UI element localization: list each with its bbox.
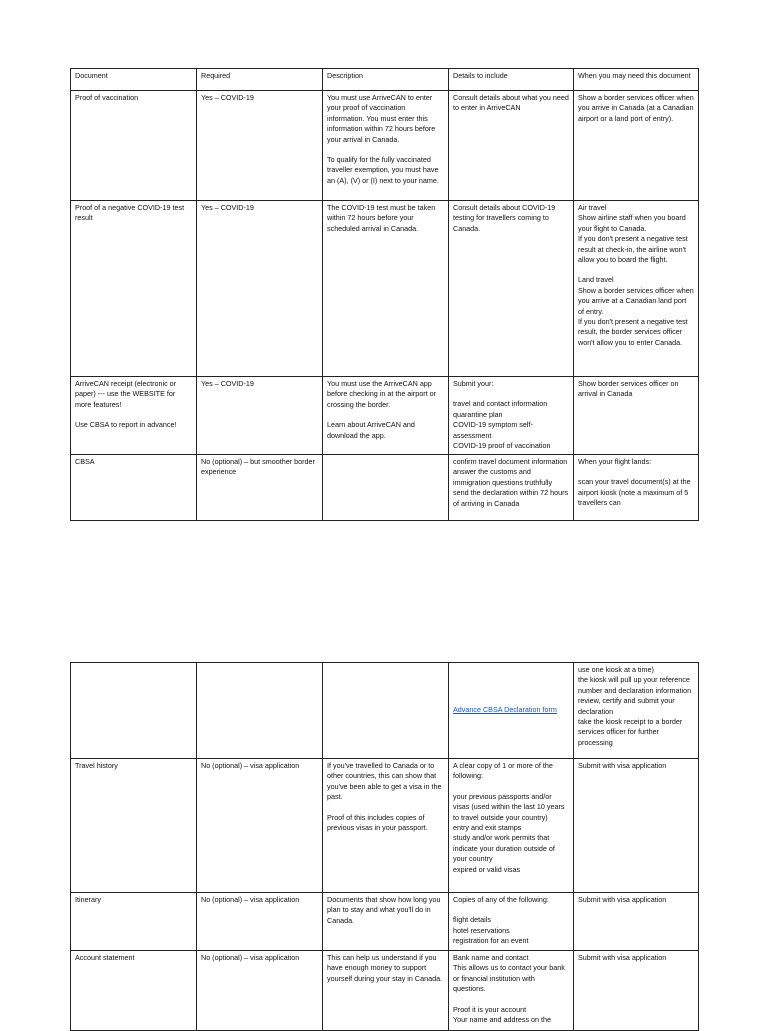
cell-document: Proof of a negative COVID-19 test result bbox=[71, 201, 197, 377]
details-paragraph: A clear copy of 1 or more of the following: bbox=[453, 761, 553, 781]
cell-document: Travel history bbox=[71, 759, 197, 893]
cell-description bbox=[323, 455, 449, 521]
cell-details bbox=[449, 951, 574, 1031]
cell-required: Yes – COVID-19 bbox=[197, 201, 323, 377]
table-row bbox=[71, 759, 699, 893]
details-paragraph: travel and contact information quarantine plan COVID-19 symptom self-assessment COVID-19 proof of vaccination bbox=[453, 399, 551, 451]
cell-details bbox=[449, 91, 574, 201]
desc-paragraph: To qualify for the fully vaccinated traveller exemption, you must have an (A), (V) or (I) next to your name. bbox=[327, 155, 439, 185]
cell-required bbox=[197, 663, 323, 759]
desc-paragraph: This can help us understand if you have enough money to support yourself during your stay in Canada. bbox=[327, 953, 443, 983]
when-paragraph: Submit with visa application bbox=[578, 953, 667, 962]
details-paragraph: Copies of any of the following: bbox=[453, 895, 549, 904]
table-row bbox=[71, 91, 699, 201]
header-document: Document bbox=[71, 69, 197, 91]
desc-paragraph: You must use ArriveCAN to enter your proof of vaccination information. You must enter this information within 72 hours before your arrival in Canada. bbox=[327, 93, 436, 144]
desc-paragraph: Documents that show how long you plan to stay and what you'll do in Canada. bbox=[327, 895, 441, 925]
cell-document: Itinerary bbox=[71, 893, 197, 951]
details-paragraph: Bank name and contact This allows us to contact your bank or financial institution with questions. bbox=[453, 953, 565, 994]
table-row bbox=[71, 201, 699, 377]
cell-document: CBSA bbox=[71, 455, 197, 521]
requirements-table-1 bbox=[70, 68, 699, 521]
table-row bbox=[71, 663, 699, 759]
when-paragraph: Show a border services officer when you arrive in Canada (at a Canadian airport or a land port of entry). bbox=[578, 93, 694, 123]
cell-description bbox=[323, 893, 449, 951]
cell-details bbox=[449, 663, 574, 759]
cell-details bbox=[449, 377, 574, 455]
cell-required: No (optional) – visa application bbox=[197, 759, 323, 893]
cell-when bbox=[574, 91, 699, 201]
cell-required: Yes – COVID-19 bbox=[197, 91, 323, 201]
table-row bbox=[71, 455, 699, 521]
cell-when bbox=[574, 951, 699, 1031]
details-paragraph: Consult details about what you need to enter in ArriveCAN bbox=[453, 93, 569, 113]
cell-when bbox=[574, 455, 699, 521]
cell-required: No (optional) – visa application bbox=[197, 893, 323, 951]
details-paragraph: Proof it is your account Your name and address on the bbox=[453, 1004, 552, 1025]
cell-description bbox=[323, 663, 449, 759]
table-header-row bbox=[71, 69, 699, 91]
cell-when bbox=[574, 893, 699, 951]
when-paragraph: When your flight lands: bbox=[578, 457, 652, 466]
cell-details bbox=[449, 893, 574, 951]
cell-description bbox=[323, 951, 449, 1031]
cell-document: Account statement bbox=[71, 951, 197, 1031]
cell-document bbox=[71, 663, 197, 759]
cell-document bbox=[71, 377, 197, 455]
details-paragraph: your previous passports and/or visas (used within the last 10 years to travel outside your country) entry and exit stamps study and/or work permits that indicate your duration outside of your country expired or valid visas bbox=[453, 791, 565, 874]
cell-description bbox=[323, 91, 449, 201]
cell-when bbox=[574, 663, 699, 759]
desc-paragraph: If you've travelled to Canada or to other countries, this can show that you've been able to get a visa in the past. bbox=[327, 761, 442, 802]
cell-required: Yes – COVID-19 bbox=[197, 377, 323, 455]
cell-description bbox=[323, 377, 449, 455]
desc-paragraph: The COVID-19 test must be taken within 72 hours before your scheduled arrival in Canada. bbox=[327, 203, 436, 233]
desc-paragraph: Proof of this includes copies of previous visas in your passport. bbox=[327, 812, 428, 833]
when-paragraph: Air travel Show airline staff when you board your flight to Canada. If you don't present a negative test result at check-in, the airline won't allow you to board the flight. bbox=[578, 203, 688, 265]
header-description: Description bbox=[323, 69, 449, 91]
desc-paragraph: Learn about ArriveCAN and download the app. bbox=[327, 420, 415, 440]
cell-details bbox=[449, 455, 574, 521]
cell-document: Proof of vaccination bbox=[71, 91, 197, 201]
details-paragraph: confirm travel document information answer the customs and immigration questions truthfully send the declaration within 72 hours of arriving in Canada bbox=[453, 457, 569, 508]
cell-required: No (optional) – but smoother border experience bbox=[197, 455, 323, 521]
when-paragraph: scan your travel document(s) at the airport kiosk (note a maximum of 5 travellers can bbox=[578, 477, 691, 508]
cell-details bbox=[449, 201, 574, 377]
cell-required: No (optional) – visa application bbox=[197, 951, 323, 1031]
cell-when bbox=[574, 377, 699, 455]
header-required: Required bbox=[197, 69, 323, 91]
advance-cbsa-declaration-link[interactable]: Advance CBSA Declaration form bbox=[453, 705, 557, 715]
cell-description bbox=[323, 759, 449, 893]
header-details: Details to include bbox=[449, 69, 574, 91]
requirements-table-2 bbox=[70, 662, 699, 1031]
details-paragraph: flight details hotel reservations registration for an event bbox=[453, 915, 529, 946]
desc-paragraph: You must use the ArriveCAN app before checking in at the airport or crossing the border. bbox=[327, 379, 437, 409]
when-paragraph: Submit with visa application bbox=[578, 895, 667, 904]
cell-description bbox=[323, 201, 449, 377]
when-paragraph: Land travel Show a border services officer when you arrive at a Canadian land port of entry. If you don't present a negative test result, the border services officer won't allow you to enter Canada. bbox=[578, 275, 694, 347]
cell-when bbox=[574, 759, 699, 893]
when-paragraph: Show border services officer on arrival in Canada bbox=[578, 379, 679, 399]
table-row bbox=[71, 951, 699, 1031]
document-text: Use CBSA to report in advance! bbox=[75, 420, 177, 430]
details-paragraph: Submit your: bbox=[453, 379, 494, 388]
table-row bbox=[71, 893, 699, 951]
header-when: When you may need this document bbox=[574, 69, 699, 91]
cell-details bbox=[449, 759, 574, 893]
table-row bbox=[71, 377, 699, 455]
when-paragraph: Submit with visa application bbox=[578, 761, 667, 770]
document-text: ArriveCAN receipt (electronic or paper) --- use the WEBSITE for more features! bbox=[75, 379, 177, 409]
when-paragraph: use one kiosk at a time) the kiosk will pull up your reference number and declaration information review, certify and submit your declaration take the kiosk receipt to a border services officer for further processing bbox=[578, 665, 692, 747]
cell-when bbox=[574, 201, 699, 377]
details-paragraph: Consult details about COVID-19 testing for travellers coming to Canada. bbox=[453, 203, 556, 233]
